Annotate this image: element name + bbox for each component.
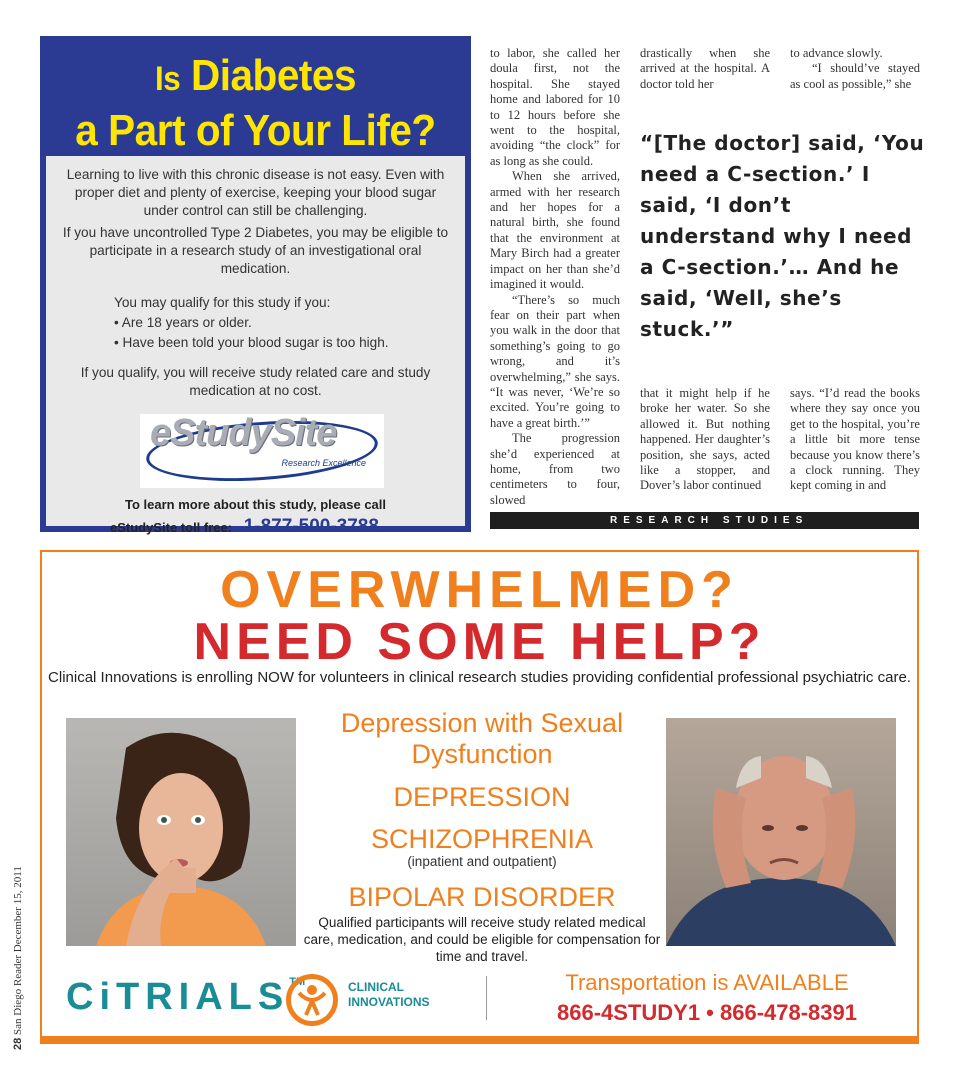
person-icon <box>291 979 333 1021</box>
title-line2: a Part of Your Life? <box>75 106 436 155</box>
page-number: 28 <box>12 1037 24 1050</box>
intro-text: Clinical Innovations is enrolling NOW for volunteers in clinical research studies providing confidential professional psychiatric care. <box>48 669 911 686</box>
title-diabetes: Diabetes <box>190 51 357 100</box>
clinical-innovations-icon <box>286 974 338 1026</box>
call-label: eStudySite toll free: <box>110 520 233 535</box>
qualify-item: • Have been told your blood sugar is too high. <box>114 335 389 350</box>
article-column-2-top <box>640 46 770 92</box>
clinical-innovations-text <box>348 980 430 1010</box>
condition-bipolar: BIPOLAR DISORDER <box>348 882 616 912</box>
citrials-logo <box>66 976 305 1019</box>
estudysite-logo <box>140 414 384 488</box>
man-photo <box>666 718 896 946</box>
article-paragraph: “There’s so much fear on their part when you walk in the door that something’s going to go wrong, and it’s overwhelming,” she says. “It was never, ‘We’re so excited. You’re going to have a great birth.’” <box>490 292 620 430</box>
section-bar: RESEARCH STUDIES <box>490 512 919 529</box>
qualified-text: Qualified participants will receive study related medical care, medication, and could be eligible for compensation for time and travel. <box>303 915 661 964</box>
article-paragraph: to labor, she called her doula first, not the hospital. She stayed home and labored for 10 to 12 hours before she went to the hospital, avoiding “the clock” for as long as she could. <box>490 46 620 168</box>
ct-phone-numbers[interactable]: 866-4STUDY1 • 866-478-8391 <box>557 1000 857 1025</box>
call-line: To learn more about this study, please call <box>124 497 387 512</box>
ci-line1: CLINICAL <box>348 980 404 994</box>
ci-line2: INNOVATIONS <box>348 995 430 1009</box>
call-phone-line <box>58 518 453 537</box>
qualify-list <box>114 294 453 352</box>
citrials-brand: CiTRIALS <box>66 976 290 1018</box>
schizophrenia-note: (inpatient and outpatient) <box>407 854 557 869</box>
article-paragraph: drastically when she arrived at the hospital. A doctor told her <box>640 46 770 91</box>
headline-need-help: NEED SOME HELP? <box>193 613 766 671</box>
qualify-item: • Are 18 years or older. <box>114 315 252 330</box>
diabetes-ad-title <box>63 42 448 156</box>
condition-depression: DEPRESSION <box>393 782 571 812</box>
logo-text: eStudySite <box>150 414 337 454</box>
article-paragraph: The progression she’d experienced at home, from two centimeters to four, slowed <box>490 431 620 507</box>
condition-schizophrenia: SCHIZOPHRENIA <box>370 824 594 854</box>
diabetes-para3: If you qualify, you will receive study related care and study medication at no cost. <box>80 365 431 398</box>
headline-overwhelmed: OVERWHELMED? <box>220 561 739 619</box>
man-photo-illustration <box>666 718 896 946</box>
title-is: Is <box>154 60 181 98</box>
article-column-1 <box>490 46 620 508</box>
article-paragraph: “I should’ve stayed as cool as possible,” she <box>790 61 920 91</box>
article-paragraph: to advance slowly. <box>790 46 883 60</box>
article-column-3-bottom <box>790 386 920 494</box>
diabetes-ad <box>40 36 471 537</box>
transport-text: Transportation is AVAILABLE <box>565 970 849 995</box>
divider <box>486 976 487 1020</box>
trademark: TM <box>289 976 306 988</box>
article-column-2-bottom <box>640 386 770 494</box>
article-paragraph: says. “I’d read the books where they say once you get to the hospital, you’re a little bit more tense because you know there’s a clock running. They kept coming in and <box>790 386 920 493</box>
page-margin-note <box>12 866 26 1050</box>
logo-tagline: Research Excellence <box>281 458 366 468</box>
phone-number[interactable]: 1-877-500-3788 <box>243 516 379 537</box>
article-column-3-top <box>790 46 920 92</box>
woman-photo <box>66 718 296 946</box>
diabetes-para1: Learning to live with this chronic disease is not easy. Even with proper diet and plenty of exercise, keeping your blood sugar under control can still be challenging. <box>66 167 445 218</box>
diabetes-ad-body <box>46 156 465 537</box>
qualify-intro: You may qualify for this study if you: <box>114 295 331 310</box>
publication-info: San Diego Reader December 15, 2011 <box>12 866 24 1035</box>
woman-photo-illustration <box>66 718 296 946</box>
condition-depression-sexual: Depression with Sexual Dysfunction <box>340 708 624 769</box>
clinical-trials-ad <box>40 550 919 1044</box>
pull-quote: “[The doctor] said, ‘You need a C-section.’ I said, ‘I don’t understand why I need a C-section.’… And he said, ‘Well, she’s stuck.’” <box>640 131 925 341</box>
article-paragraph: When she arrived, armed with her research and her hopes for a natural birth, she found that the environment at Mary Birch had a greater impact on her than she’d imagined it would. <box>490 169 620 292</box>
diabetes-para2: If you have uncontrolled Type 2 Diabetes, you may be eligible to participate in a research study of an investigational oral medication. <box>62 225 449 276</box>
article-paragraph: that it might help if he broke her water. So she allowed it. But nothing happened. Her daughter’s position, she says, acted like a stopper, and Dover’s labor continued <box>640 386 770 493</box>
ad-bottom-bar <box>40 1036 919 1044</box>
